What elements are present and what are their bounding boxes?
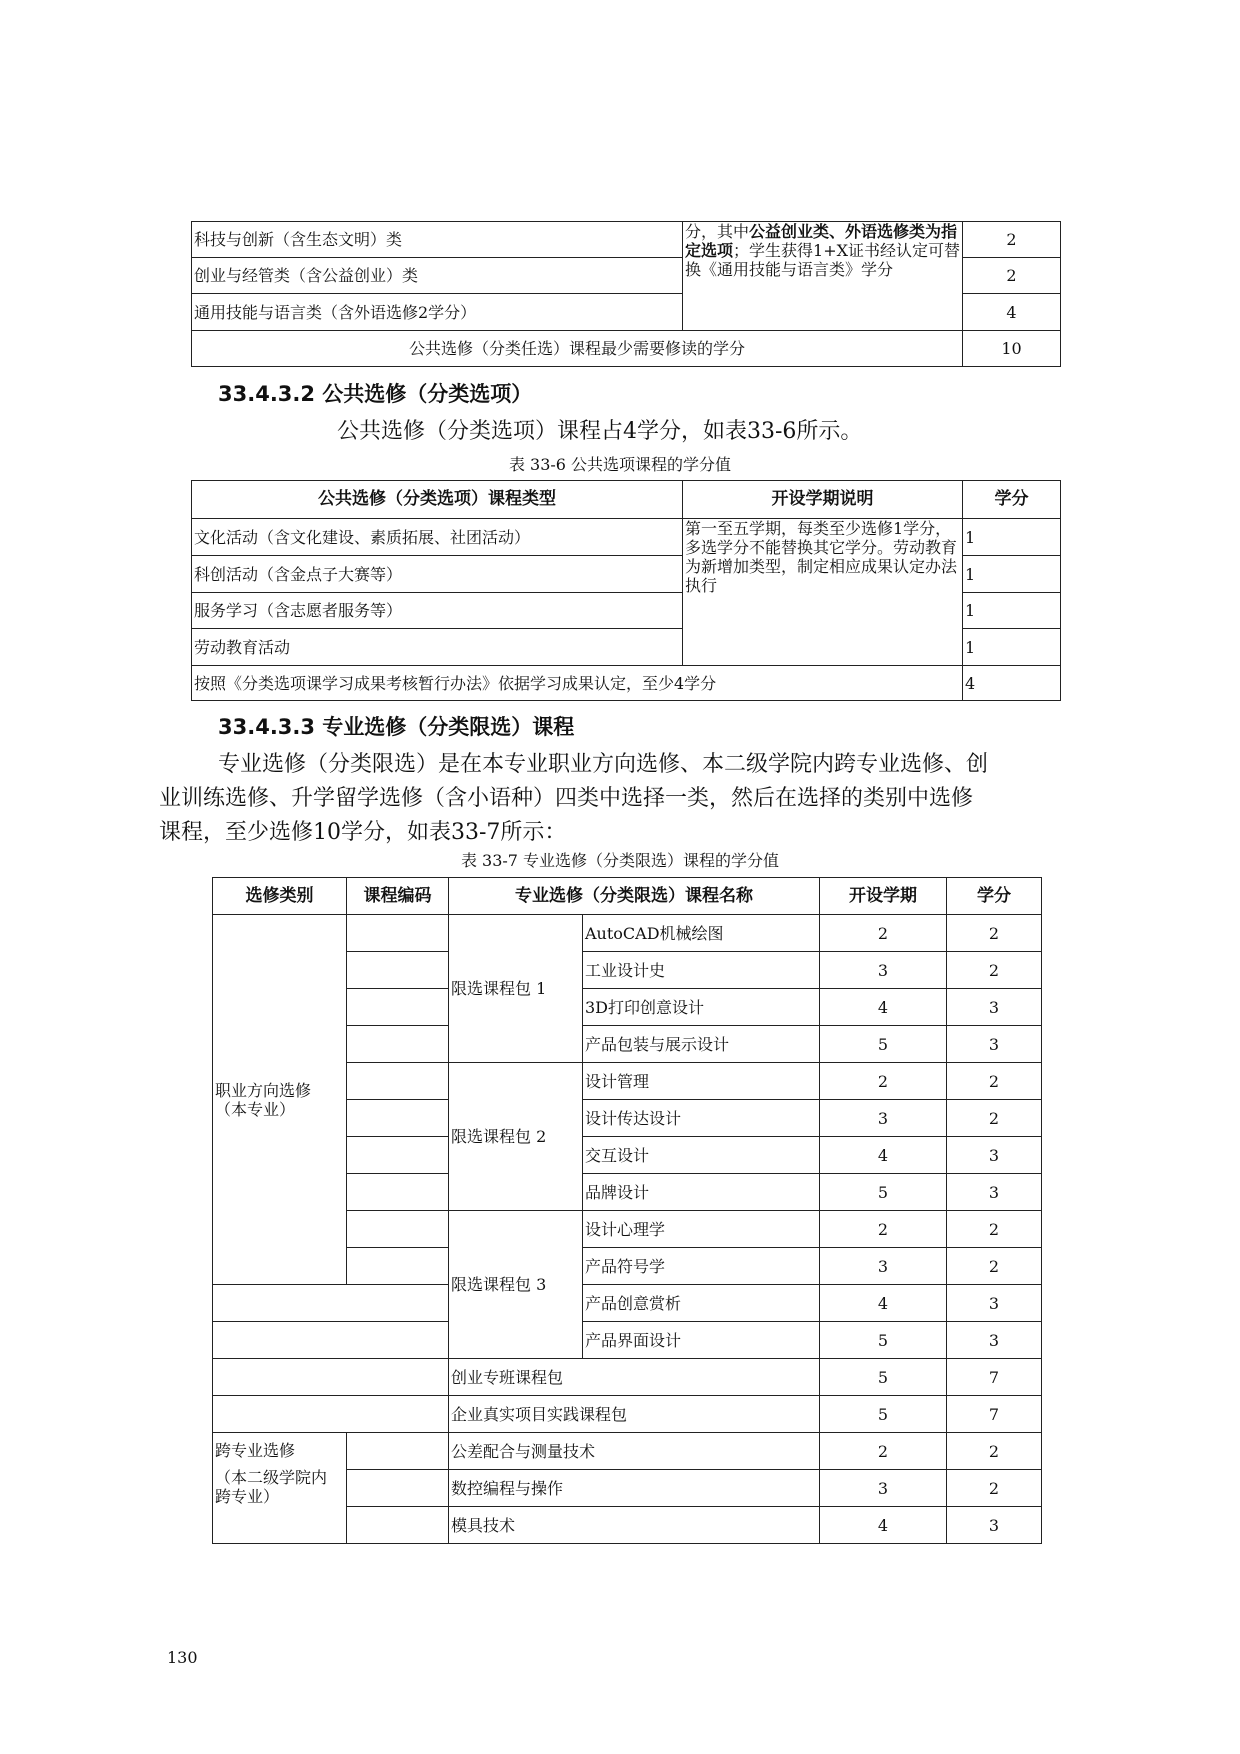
table-cell-code bbox=[347, 1507, 449, 1544]
table-cell-term: 5 bbox=[820, 1396, 947, 1433]
paragraph-line: 专业选修（分类限选）是在本专业职业方向选修、本二级学院内跨专业选修、创 bbox=[218, 752, 989, 777]
table-cell-term: 2 bbox=[820, 1211, 947, 1248]
table-cell: 2 bbox=[963, 222, 1061, 258]
table-cell-credit: 2 bbox=[947, 1470, 1042, 1507]
table-cell-code bbox=[347, 1433, 449, 1470]
table-cell-credit: 7 bbox=[947, 1359, 1042, 1396]
table-cell-course: 产品创意赏析 bbox=[583, 1285, 820, 1322]
paragraph-line: 课程，至少选修10学分，如表33-7所示： bbox=[159, 820, 567, 845]
table-cell-term: 4 bbox=[820, 989, 947, 1026]
table-cell-course: 产品包装与展示设计 bbox=[583, 1026, 820, 1063]
page-number: 130 bbox=[167, 1648, 198, 1667]
table-cell-course: 模具技术 bbox=[449, 1507, 820, 1544]
table-cell-term: 3 bbox=[820, 952, 947, 989]
table-cell-credit: 3 bbox=[947, 1174, 1042, 1211]
table-cell-credit: 3 bbox=[947, 1026, 1042, 1063]
table-cell-code bbox=[347, 1100, 449, 1137]
table-cell: 服务学习（含志愿者服务等） bbox=[192, 593, 683, 629]
table-cell-course: 公差配合与测量技术 bbox=[449, 1433, 820, 1470]
table-cell-course: 3D打印创意设计 bbox=[583, 989, 820, 1026]
table-cell-credit: 3 bbox=[947, 1137, 1042, 1174]
table-cell-term: 4 bbox=[820, 1137, 947, 1174]
table-header: 公共选修（分类选项）课程类型 bbox=[192, 481, 683, 519]
table-continued bbox=[191, 221, 1061, 367]
table-cell-course: 数控编程与操作 bbox=[449, 1470, 820, 1507]
note-bold-text: 公益创业类、外语选修类为指定选项 bbox=[685, 222, 958, 260]
table-cell-credit: 3 bbox=[947, 1507, 1042, 1544]
table-cell-term: 5 bbox=[820, 1322, 947, 1359]
table-cell-code bbox=[347, 1137, 449, 1174]
group-label: （本专业） bbox=[215, 1099, 296, 1119]
table-cell-term: 2 bbox=[820, 1433, 947, 1470]
table-cell-term: 3 bbox=[820, 1248, 947, 1285]
table-cell-code bbox=[347, 1026, 449, 1063]
table-cell-empty bbox=[213, 1396, 449, 1433]
group-label: 职业方向选修 bbox=[215, 1080, 312, 1100]
table-cell-term: 5 bbox=[820, 1359, 947, 1396]
table-cell-credit: 3 bbox=[947, 1285, 1042, 1322]
table-cell-code bbox=[347, 915, 449, 952]
section-heading: 33.4.3.2 公共选修（分类选项） bbox=[218, 382, 533, 406]
table-cell-course: 产品符号学 bbox=[583, 1248, 820, 1285]
table-cell-course: 设计传达设计 bbox=[583, 1100, 820, 1137]
note-text: ；学生获得1+X证书经认定可替换《通用技能与语言类》学分 bbox=[685, 241, 960, 279]
table-cell-group bbox=[213, 915, 347, 1285]
table-cell: 1 bbox=[963, 629, 1061, 666]
table-cell: 4 bbox=[963, 666, 1061, 701]
table-cell-package: 限选课程包 2 bbox=[449, 1063, 583, 1211]
table-cell-credit: 2 bbox=[947, 1211, 1042, 1248]
table-cell-total-label: 公共选修（分类任选）课程最少需要修读的学分 bbox=[192, 331, 963, 367]
table-cell-credit: 2 bbox=[947, 1248, 1042, 1285]
table-cell-term: 3 bbox=[820, 1100, 947, 1137]
table-cell-credit: 2 bbox=[947, 1100, 1042, 1137]
table-cell: 科创活动（含金点子大赛等） bbox=[192, 556, 683, 593]
table-cell-term: 2 bbox=[820, 1063, 947, 1100]
table-header: 学分 bbox=[963, 481, 1061, 519]
table-header: 课程编码 bbox=[347, 878, 449, 915]
table-header: 开设学期 bbox=[820, 878, 947, 915]
table-cell: 劳动教育活动 bbox=[192, 629, 683, 666]
table-header: 开设学期说明 bbox=[683, 481, 963, 519]
table-cell-course: 产品界面设计 bbox=[583, 1322, 820, 1359]
table-cell-empty bbox=[213, 1359, 449, 1396]
table-cell-code bbox=[347, 1470, 449, 1507]
table-cell-note: 第一至五学期，每类至少选修1学分，多选学分不能替换其它学分。劳动教育为新增加类型，制定相应成果认定办法执行 bbox=[683, 519, 963, 666]
section-heading: 33.4.3.3 专业选修（分类限选）课程 bbox=[218, 715, 575, 739]
table-cell-note bbox=[683, 222, 963, 331]
table-cell: 科技与创新（含生态文明）类 bbox=[192, 222, 683, 258]
table-cell: 文化活动（含文化建设、素质拓展、社团活动） bbox=[192, 519, 683, 556]
table-cell-term: 5 bbox=[820, 1026, 947, 1063]
table-cell: 创业与经管类（含公益创业）类 bbox=[192, 258, 683, 294]
table-cell-empty bbox=[213, 1322, 449, 1359]
table-33-7 bbox=[212, 877, 1042, 1544]
table-cell: 1 bbox=[963, 593, 1061, 629]
table-cell-credit: 2 bbox=[947, 1433, 1042, 1470]
table-cell-code bbox=[347, 1248, 449, 1285]
table-cell-course: 品牌设计 bbox=[583, 1174, 820, 1211]
table-cell-course: 创业专班课程包 bbox=[449, 1359, 820, 1396]
table-cell-credit: 3 bbox=[947, 989, 1042, 1026]
group-label: （本二级学院内 bbox=[215, 1468, 328, 1487]
table-cell-credit: 3 bbox=[947, 1322, 1042, 1359]
group-label: 跨专业） bbox=[215, 1487, 280, 1506]
table-cell-footer: 按照《分类选项课学习成果考核暂行办法》依据学习成果认定，至少4学分 bbox=[192, 666, 963, 701]
table-header: 学分 bbox=[947, 878, 1042, 915]
table-cell-package: 限选课程包 1 bbox=[449, 915, 583, 1063]
table-cell-term: 2 bbox=[820, 915, 947, 952]
table-cell-course: 工业设计史 bbox=[583, 952, 820, 989]
table-cell: 1 bbox=[963, 519, 1061, 556]
table-header: 选修类别 bbox=[213, 878, 347, 915]
table-cell-code bbox=[347, 952, 449, 989]
table-cell-package: 限选课程包 3 bbox=[449, 1211, 583, 1359]
table-cell-credit: 2 bbox=[947, 1063, 1042, 1100]
table-cell-course: 设计管理 bbox=[583, 1063, 820, 1100]
table-header: 专业选修（分类限选）课程名称 bbox=[449, 878, 820, 915]
group-label: 跨专业选修 bbox=[215, 1441, 296, 1460]
table-cell-credit: 2 bbox=[947, 915, 1042, 952]
table-cell-total-value: 10 bbox=[963, 331, 1061, 367]
table-cell: 通用技能与语言类（含外语选修2学分） bbox=[192, 294, 683, 331]
table-cell-empty bbox=[213, 1285, 449, 1322]
table-cell-course: AutoCAD机械绘图 bbox=[583, 915, 820, 952]
table-cell: 2 bbox=[963, 258, 1061, 294]
paragraph-line: 业训练选修、升学留学选修（含小语种）四类中选择一类，然后在选择的类别中选修 bbox=[159, 786, 974, 811]
table-cell-credit: 2 bbox=[947, 952, 1042, 989]
table-cell-course: 设计心理学 bbox=[583, 1211, 820, 1248]
table-cell-term: 4 bbox=[820, 1507, 947, 1544]
table-cell-course: 交互设计 bbox=[583, 1137, 820, 1174]
table-cell-term: 3 bbox=[820, 1470, 947, 1507]
table-cell-term: 4 bbox=[820, 1285, 947, 1322]
note-text: 分，其中 bbox=[685, 222, 750, 241]
table-cell-group bbox=[213, 1433, 347, 1544]
table-cell-credit: 7 bbox=[947, 1396, 1042, 1433]
table-cell-code bbox=[347, 989, 449, 1026]
table-cell: 4 bbox=[963, 294, 1061, 331]
table-caption: 表 33-7 专业选修（分类限选）课程的学分值 bbox=[460, 851, 780, 870]
paragraph: 公共选修（分类选项）课程占4学分，如表33-6所示。 bbox=[337, 419, 863, 444]
table-cell-course: 企业真实项目实践课程包 bbox=[449, 1396, 820, 1433]
table-cell-code bbox=[347, 1211, 449, 1248]
table-cell: 1 bbox=[963, 556, 1061, 593]
table-cell-term: 5 bbox=[820, 1174, 947, 1211]
table-cell-code bbox=[347, 1063, 449, 1100]
table-33-6 bbox=[191, 480, 1061, 701]
table-caption: 表 33-6 公共选项课程的学分值 bbox=[508, 455, 732, 474]
table-cell-code bbox=[347, 1174, 449, 1211]
